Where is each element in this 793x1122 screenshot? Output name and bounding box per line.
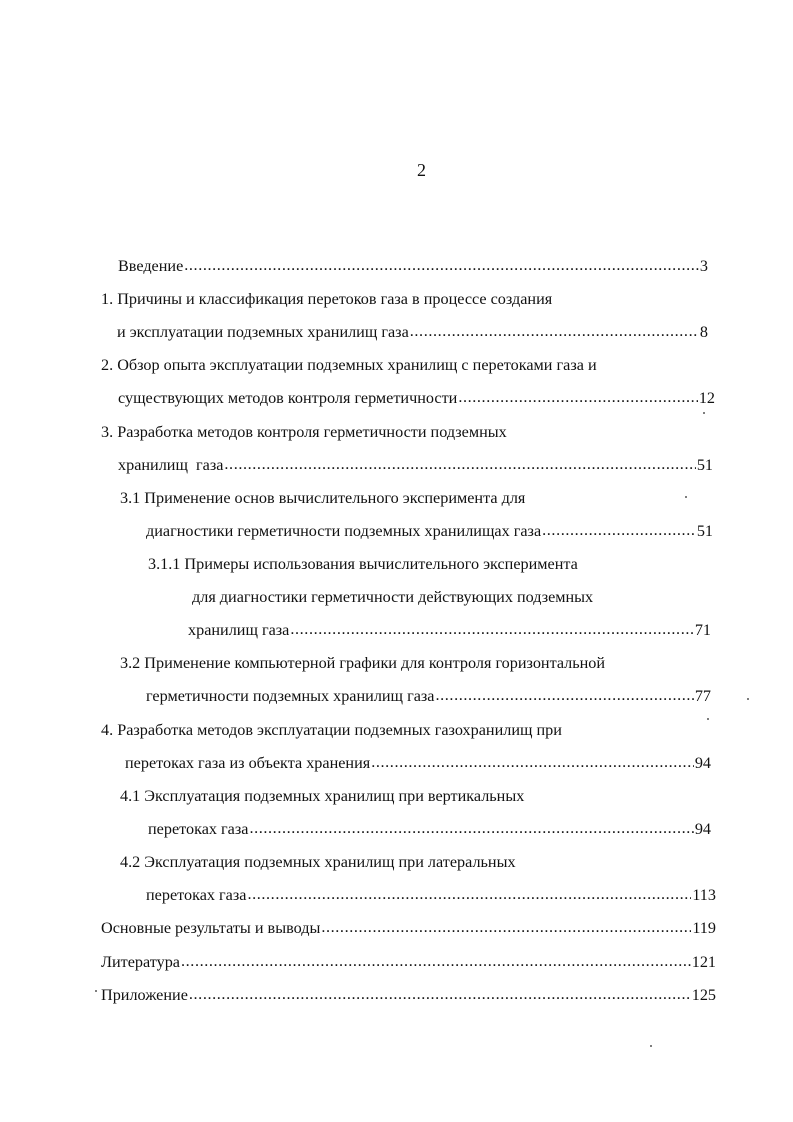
toc-page-number: 113	[692, 886, 716, 904]
dot-leader	[249, 818, 693, 838]
scan-speck	[95, 990, 97, 992]
toc-entry-3-1[interactable]	[146, 521, 713, 541]
toc-entry-title: хранилищ газа	[188, 621, 290, 639]
toc-entry-3-1-1[interactable]	[188, 620, 711, 640]
scan-speck	[650, 1045, 652, 1047]
toc-entry-ch3-line1[interactable]: 3. Разработка методов контроля герметичности подземных	[101, 423, 507, 441]
toc-page-number: 3	[699, 257, 708, 275]
toc-entry-3-1-1-line1[interactable]: 3.1.1 Примеры использования вычислительного эксперимента	[148, 555, 578, 573]
toc-entry-ch1[interactable]	[117, 322, 708, 342]
toc-page-number: 119	[692, 919, 716, 937]
toc-entry-ch3[interactable]	[118, 455, 713, 475]
toc-page-number: 125	[691, 986, 716, 1004]
toc-entry-results[interactable]	[101, 918, 716, 938]
toc-entry-title: герметичности подземных хранилищ газа	[146, 687, 435, 705]
toc-entry-title: Литература	[101, 953, 180, 971]
scan-speck	[747, 698, 749, 700]
toc-page-number: 94	[694, 820, 711, 838]
toc-entry-4-2-line1[interactable]: 4.2 Эксплуатация подземных хранилищ при латеральных	[120, 853, 516, 871]
toc-entry-title: Введение	[118, 257, 184, 275]
dot-leader	[458, 387, 697, 407]
toc-entry-ch4[interactable]	[125, 753, 711, 773]
toc-page-number: 94	[694, 754, 711, 772]
dot-leader	[189, 984, 691, 1004]
toc-entry-ch4-line1[interactable]: 4. Разработка методов эксплуатации подземных газохранилищ при	[101, 721, 562, 739]
toc-entry-3-1-1-line2[interactable]: для диагностики герметичности действующих подземных	[192, 588, 594, 606]
scan-speck	[685, 496, 687, 498]
toc-page-number: 121	[691, 953, 716, 971]
dot-leader	[371, 752, 694, 772]
toc-entry-title: перетоках газа	[146, 886, 247, 904]
toc-entry-ch2[interactable]	[118, 388, 715, 408]
dot-leader	[184, 255, 699, 275]
page-number: 2	[417, 160, 426, 180]
scan-speck	[707, 718, 709, 720]
toc-page-number: 51	[696, 456, 713, 474]
toc-entry-title: Приложение	[101, 986, 188, 1004]
scan-speck	[703, 412, 705, 414]
dot-leader	[290, 619, 693, 639]
dot-leader	[435, 685, 693, 705]
toc-entry-title: хранилищ газа	[118, 456, 224, 474]
dot-leader	[247, 884, 691, 904]
toc-page-number: 12	[698, 389, 715, 407]
toc-entry-title: перетоках газа	[148, 820, 249, 838]
dot-leader	[410, 321, 699, 341]
toc-entry-title: диагностики герметичности подземных хранилищах газа	[146, 522, 542, 540]
toc-page-number: 51	[696, 522, 713, 540]
toc-entry-ch2-line1[interactable]: 2. Обзор опыта эксплуатации подземных хранилищ с перетоками газа и	[101, 356, 597, 374]
dot-leader	[542, 520, 696, 540]
toc-page-number: 8	[699, 323, 708, 341]
dot-leader	[321, 917, 691, 937]
toc-entry-title: существующих методов контроля герметичности	[118, 389, 458, 407]
toc-entry-literature[interactable]	[101, 952, 716, 972]
toc-entry-4-2[interactable]	[146, 885, 716, 905]
toc-entry-appendix[interactable]	[101, 985, 716, 1005]
toc-entry-intro[interactable]	[118, 256, 708, 276]
toc-entry-title: Основные результаты и выводы	[101, 919, 321, 937]
toc-entry-title: перетоках газа из объекта хранения	[125, 754, 371, 772]
toc-entry-4-1[interactable]	[148, 819, 711, 839]
toc-entry-3-2-line1[interactable]: 3.2 Применение компьютерной графики для контроля горизонтальной	[120, 654, 606, 672]
toc-entry-3-1-line1[interactable]: 3.1 Применение основ вычислительного эксперимента для	[120, 489, 526, 507]
dot-leader	[181, 951, 691, 971]
toc-page-number: 71	[694, 621, 711, 639]
toc-entry-title: и эксплуатации подземных хранилищ газа	[117, 323, 409, 341]
toc-page-number: 77	[694, 687, 711, 705]
toc-entry-3-2[interactable]	[146, 686, 711, 706]
dot-leader	[224, 454, 695, 474]
toc-entry-ch1-line1[interactable]: 1. Причины и классификация перетоков газа в процессе создания	[101, 290, 553, 308]
toc-entry-4-1-line1[interactable]: 4.1 Эксплуатация подземных хранилищ при вертикальных	[120, 787, 525, 805]
